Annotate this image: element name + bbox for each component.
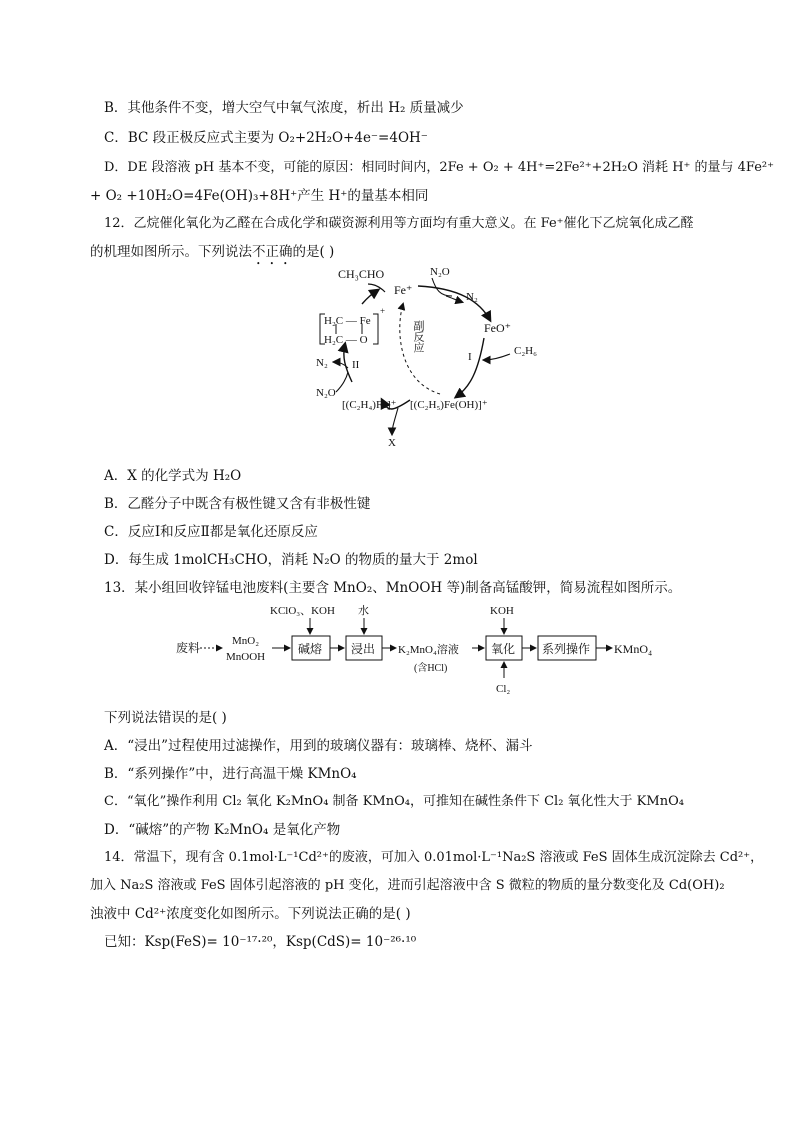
flow-waste: 废料 [176,641,201,655]
q13-option-a: A．“浸出”过程使用过滤操作，用到的玻璃仪器有：玻璃棒、烧杯、漏斗 [104,738,533,754]
q13-option-c: C．“氧化”操作利用 Cl₂ 氧化 K₂MnO₄ 制备 KMnO₄，可推知在碱性条件下 Cl₂ 氧化性大于 KMnO₄ [104,794,684,809]
label-n2o-top: N₂O [430,266,450,278]
cycle-arc-fe-to-feo [418,286,490,320]
label-n2o-left: N₂O [316,387,336,399]
flow-reagent-kclo3-koh: KClO₃、KOH [270,605,335,617]
flow-step-series: 系列操作 [542,642,591,656]
label-n2-top: N₂ [466,291,478,303]
q13-stem: 13．某小组回收锌锰电池废料(主要含 MnO₂、MnOOH 等)制备高锰酸钾，简易流程如图所示。 [104,580,682,596]
label-n2-left: N₂ [316,357,328,369]
flow-mnooh: MnOOH [226,651,266,663]
label-ch3cho: CH₃CHO [338,267,385,281]
label-x: X [388,437,396,449]
label-c2h6: C₂H₆ [514,345,537,357]
q12-option-b: B．乙醛分子中既含有极性键又含有非极性键 [104,496,371,512]
label-fe-plus: Fe⁺ [394,283,413,297]
n2o-input-arrow-left [336,372,348,392]
flow-step-oxidize: 氧化 [491,642,516,656]
q11-option-d-line1: D．DE 段溶液 pH 基本不变，可能的原因：相同时间内，2Fe + O₂ + 4H⁺=2Fe²⁺+2H₂O 消耗 H⁺ 的量与 4Fe²⁺ [104,160,775,175]
cycle-arc-complex-to-fe [362,290,378,304]
q12-stem-answer-blank: 的是( ) [292,244,335,260]
q12-option-c: C．反应Ⅰ和反应Ⅱ都是氧化还原反应 [104,524,318,540]
q13-option-d: D．“碱熔”的产物 K₂MnO₄ 是氧化产物 [104,822,341,838]
label-reaction-I: I [468,351,472,363]
q11-option-c: C．BC 段正极反应式主要为 O₂+2H₂O+4e⁻=4OH⁻ [104,130,428,146]
label-complex-bottom: H₂C — O [324,334,368,346]
q13-option-b: B．“系列操作”中，进行高温干燥 KMnO₄ [104,766,357,782]
cycle-arc-c2h4-to-complex [344,344,352,382]
flow-step-alkali-melt: 碱熔 [298,642,323,656]
flow-intermediate-note: (含HCl) [414,663,448,674]
q14-stem-line1: 14．常温下，现有含 0.1mol·L⁻¹Cd²⁺的废液，可加入 0.01mol·L⁻¹Na₂S 溶液或 FeS 固体生成沉淀除去 Cd²⁺， [104,850,764,865]
q14-stem-line2: 加入 Na₂S 溶液或 FeS 固体引起溶液的 pH 变化，进而引起溶液中含 S 微粒的物质的量分数变化及 Cd(OH)₂ [90,878,725,893]
flow-mno2: MnO₂ [232,635,260,647]
flow-reagent-water: 水 [358,605,369,617]
flow-reagent-cl2: Cl₂ [496,683,511,695]
flow-reagent-koh: KOH [490,605,514,617]
q13-flowchart [0,598,800,698]
q12-option-d: D．每生成 1molCH₃CHO，消耗 N₂O 的物质的量大于 2mol [104,552,478,568]
q14-known-constants: 已知：Ksp(FeS)= 10⁻¹⁷·²⁰，Ksp(CdS)= 10⁻²⁶·¹⁰ [104,934,417,950]
label-c2h4fe: [(C₂H₄)Fe]⁺ [342,399,397,411]
label-complex-top: H₂C — Fe [324,315,371,327]
q11-option-d-line2: + O₂ +10H₂O=4Fe(OH)₃+8H⁺产生 H⁺的量基本相同 [90,188,429,204]
q13-question: 下列说法错误的是( ) [104,710,227,726]
label-side-reaction: 副反应 [412,320,424,353]
q12-option-a: A．X 的化学式为 H₂O [104,468,242,484]
label-reaction-II: II [352,359,360,371]
x-output-arrow [392,408,398,434]
q11-option-b: B．其他条件不变，增大空气中氧气浓度，析出 H₂ 质量减少 [104,100,464,116]
flow-step-leach: 浸出 [351,642,376,656]
q14-stem-line3: 浊液中 Cd²⁺浓度变化如图所示。下列说法正确的是( ) [90,906,411,922]
q12-mechanism-diagram [0,262,800,462]
q12-stem-text: 的机理如图所示。下列说法 [90,244,252,260]
c2h6-input-arrow [484,354,510,360]
label-complex-charge: + [380,306,386,316]
label-c2h5feoh: [(C₂H₅)Fe(OH)]⁺ [410,399,488,411]
flow-product-kmno4: KMnO₄ [614,642,653,656]
n2-output-arrow-top [446,296,462,302]
label-feo-plus: FeO⁺ [484,321,511,335]
flow-intermediate-k2mno4: K₂MnO₄溶液 [398,644,459,656]
q12-stem-line1: 12．乙烷催化氧化为乙醛在合成化学和碳资源利用等方面均有重大意义。在 Fe⁺催化下乙烷氧化成乙醛 [104,216,694,231]
complex-bracket-right [373,314,378,344]
cycle-arc-feo-to-c2h5 [456,338,484,397]
q12-emphasis-not-correct: 不正确 [252,244,293,260]
